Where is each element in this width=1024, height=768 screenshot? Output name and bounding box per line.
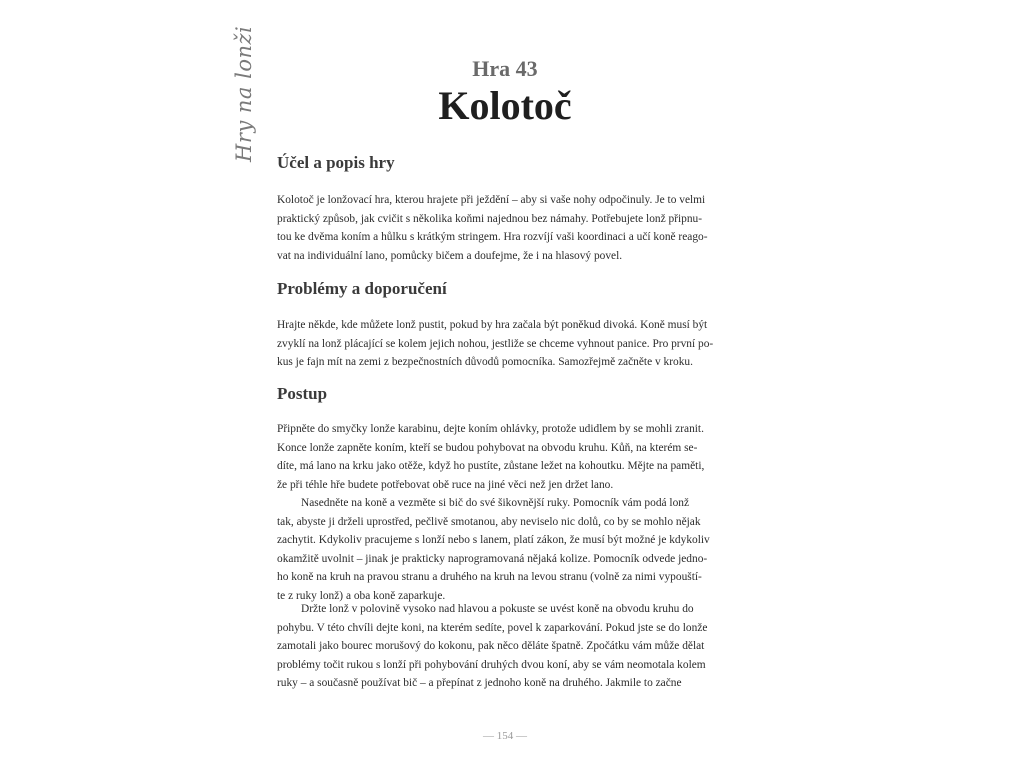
game-title: Kolotoč (438, 83, 572, 128)
text-line: Nasedněte na koně a vezměte si bič do své šikovnější ruky. Pomocník vám podá lonž (301, 497, 690, 509)
text-line: zvyklí na lonž plácající se kolem jejich nohou, jestliže se chceme vyhnout panice. Pro první po- (277, 337, 714, 350)
paragraph-procedure-2 (277, 494, 737, 606)
text-line: kus je fajn mít na zemi z bezpečnostních důvodů pomocníka. Samozřejmě začněte v kroku. (277, 356, 693, 369)
text-line: pohybu. V této chvíli dejte koni, na kterém sedíte, povel k zaparkování. Pokud jste se do lonže (277, 621, 708, 634)
text-line: Připněte do smyčky lonže karabinu, dejte koním ohlávky, protože udidlem by se mohli zranit. (277, 423, 704, 435)
game-number: Hra 43 (472, 56, 538, 81)
text-line: Držte lonž v polovině vysoko nad hlavou a pokuste se uvést koně na obvodu kruhu do (301, 603, 694, 615)
section-heading-problems: Problémy a doporučení (277, 279, 447, 298)
paragraph-purpose (277, 191, 737, 265)
paragraph-problems (277, 316, 737, 372)
text-line: tak, abyste ji drželi uprostřed, pečlivě smotanou, aby neviselo nic dolů, co by se mohlo nějak (277, 515, 701, 528)
text-line: vat na individuální lano, pomůcky bičem a doufejme, že i na hlasový povel. (277, 249, 623, 262)
text-line: praktický způsob, jak cvičit s několika koňmi najednou bez námahy. Potřebujete lonž připnu- (277, 212, 703, 225)
text-line: okamžitě uvolnit – jinak je prakticky naprogramovaná nějaká kolize. Pomocník odvede jedno- (277, 552, 708, 565)
text-line: díte, má lano na krku jako otěže, když ho pustíte, zůstane ležet na kohoutku. Mějte na paměti, (277, 460, 705, 473)
paragraph-procedure-1 (277, 420, 737, 494)
text-line: tou ke dvěma koním a hůlku s krátkým stringem. Hra rozvíjí vaši koordinaci a učí koně reago- (277, 231, 708, 244)
text-line: ruky – a současně používat bič – a přepínat z jednoho koně na druhého. Jakmile to začne (277, 677, 682, 690)
text-line: že při téhle hře budete potřebovat obě ruce na jiné věci než jen držet lano. (277, 478, 614, 491)
text-line: Hrajte někde, kde můžete lonž pustit, pokud by hra začala být poněkud divoká. Koně musí být (277, 319, 708, 331)
text-line: te z ruky lonž) a oba koně zaparkuje. (277, 589, 446, 602)
page-number: — 154 — (483, 730, 527, 742)
text-line: Konce lonže zapněte koním, kteří se budou pohybovat na obvodu kruhu. Kůň, na kterém se- (277, 441, 698, 454)
section-heading-purpose: Účel a popis hry (277, 153, 395, 172)
section-heading-procedure: Postup (277, 384, 328, 403)
text-line: Kolotoč je lonžovací hra, kterou hrajete při ježdění – aby si vaše nohy odpočinuly. Je to velmi (277, 194, 706, 206)
paragraph-procedure-3 (277, 600, 737, 693)
text-line: zachytit. Kdykoliv pracujeme s lonží nebo s lanem, platí zákon, že musí být možné je kdykoliv (277, 534, 710, 547)
text-line: zamotali jako bourec morušový do kokonu, pak něco děláte špatně. Zpočátku vám může dělat (277, 640, 705, 653)
text-line: ho koně na kruh na pravou stranu a druhého na kruh na levou stranu (volně za nimi vypouští- (277, 571, 702, 584)
text-line: problémy točit rukou s lonží při pohybování druhých dvou koní, aby se vám neomotala kolem (277, 658, 706, 671)
running-head-text: Hry na lonži (232, 25, 256, 162)
